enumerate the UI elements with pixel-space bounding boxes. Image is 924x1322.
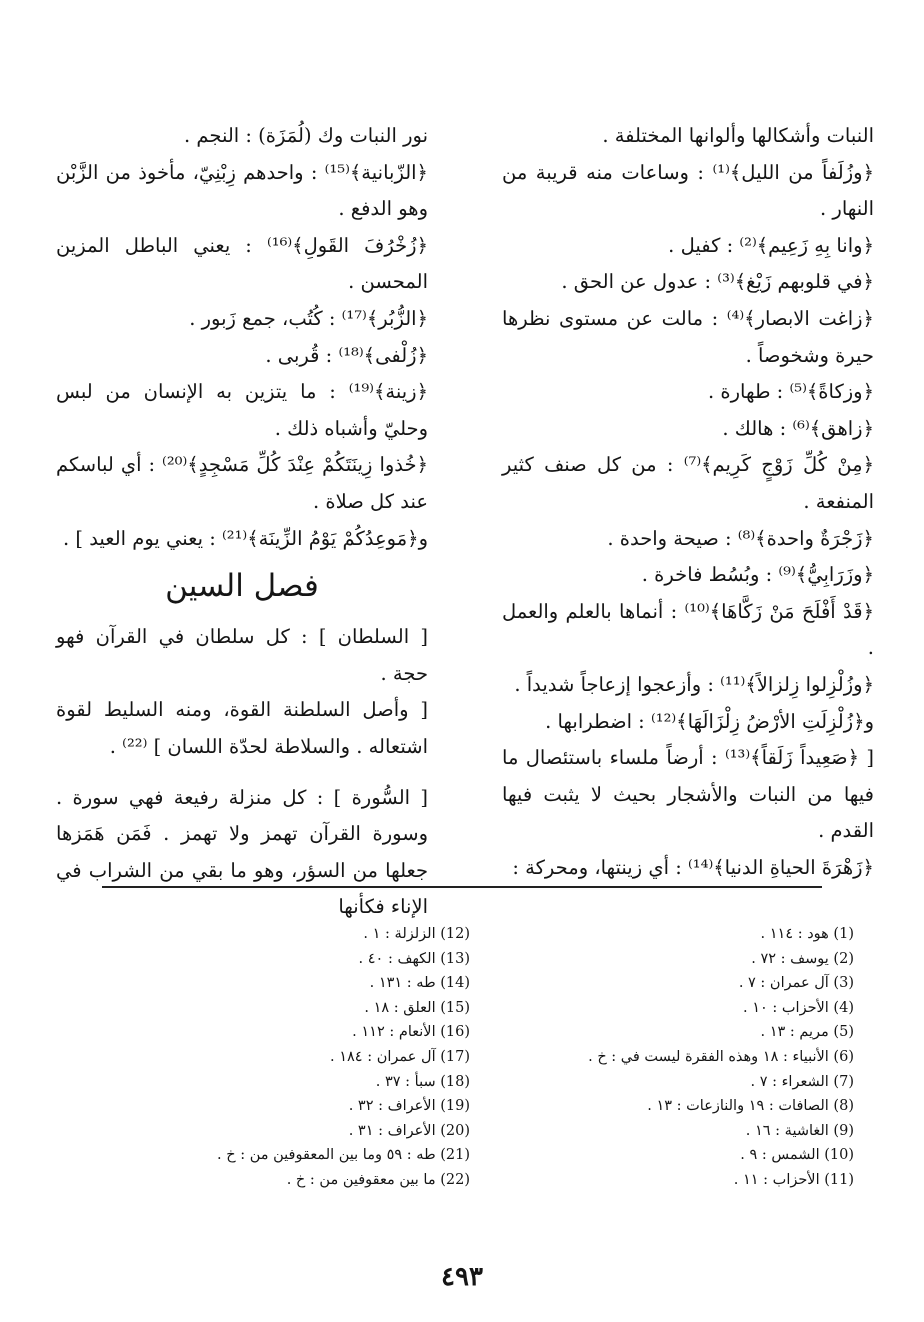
entry: [ وأصل السلطنة القوة، ومنه السليط لقوة اشتعاله . والسلاطة لحدّة اللسان ] ⁽²²⁾ . [56, 698, 428, 758]
entry: ﴿زُخْرُفَ القَولِ﴾⁽¹⁶⁾ : يعني الباطل المزين المحسن . [56, 233, 429, 294]
footnote: (7) الشعراء : ٧ . [750, 1073, 854, 1090]
footnote: (21) طه : ٥٩ وما بين المعقوفين من : خ . [217, 1147, 470, 1164]
entry: [ السُّورة ] : كل منزلة رفيعة فهي سورة . وسورة القرآن تهمز ولا تهمز . فَمَن هَمَزها جعلها من السؤر، وهو ما بقي من الشراب في الإناء فكأنها [56, 785, 428, 919]
footnote: (6) الأنبياء : ١٨ وهذه الفقرة ليست في : خ . [588, 1048, 854, 1065]
paragraph: نور النبات وك (لُمَزَة) : النجم . [183, 124, 428, 147]
left-text-column [56, 118, 428, 926]
footnote: (8) الصافات : ١٩ والنازعات : ١٣ . [647, 1098, 854, 1115]
section-heading: فصل السين [165, 568, 319, 605]
footnote: (12) الزلزلة : ١ . [363, 926, 470, 942]
page-number: ٤٩٣ [441, 1262, 483, 1292]
entry: [ السلطان ] : كل سلطان في القرآن فهو حجة . [56, 625, 428, 685]
entry: ﴿الزُّبُر﴾⁽¹⁷⁾ : كُتُب، جمع زَبور . [189, 306, 428, 330]
entry: ﴿وزكاةً﴾⁽⁵⁾ : طهارة . [708, 380, 874, 404]
footnote: (20) الأعراف : ٣١ . [348, 1122, 470, 1139]
paragraph: النبات وأشكالها وألوانها المختلفة . [602, 124, 874, 147]
footnote: (2) يوسف : ٧٢ . [751, 950, 854, 967]
footnote: (16) الأنعام : ١١٢ . [352, 1024, 470, 1041]
footnote: (22) ما بين معقوفين من : خ . [286, 1171, 470, 1188]
entry: ﴿زَجْرَةٌ واحدة﴾⁽⁸⁾ : صيحة واحدة . [607, 526, 874, 550]
right-text-column [502, 118, 874, 886]
entry: ﴿وانا بِهِ زَعِيم﴾⁽²⁾ : كفيل . [668, 233, 874, 257]
footnote: (1) هود : ١١٤ . [760, 926, 854, 942]
footnote: (11) الأحزاب : ١١ . [733, 1171, 854, 1188]
footnotes-right [494, 922, 854, 1193]
footnotes-left [110, 922, 470, 1193]
footnote: (13) الكهف : ٤٠ . [358, 950, 470, 967]
entry: و﴿زُلْزِلَتِ الأرْضُ زِلْزَالَهَا﴾⁽¹²⁾ : اضطرابها . [545, 709, 874, 733]
footnote: (19) الأعراف : ٣٢ . [348, 1098, 470, 1115]
footnote: (17) آل عمران : ١٨٤ . [330, 1048, 470, 1065]
footnote: (10) الشمس : ٩ . [740, 1147, 854, 1164]
footnote: (15) العلق : ١٨ . [364, 999, 470, 1016]
entry: ﴿زاغت الابصار﴾⁽⁴⁾ : مالت عن مستوى نظرها حيرة وشخوصاً . [502, 306, 874, 367]
entry: ﴿زَهْرَةَ الحياةِ الدنيا﴾⁽¹⁴⁾ : أي زينتها، ومحركة : [512, 855, 874, 879]
entry: ﴿وزُلْزِلوا زِلزالاً﴾⁽¹¹⁾ : وأزعجوا إزعاجاً شديداً . [514, 672, 874, 696]
entry: ﴿مِنْ كُلِّ زَوْجٍ كَرِيم﴾⁽⁷⁾ : من كل صنف كثير المنفعة . [502, 453, 874, 513]
footnote: (4) الأحزاب : ١٠ . [742, 999, 854, 1016]
entry: ﴿زُلْفى﴾⁽¹⁸⁾ : قُربى . [265, 343, 428, 367]
entry: ﴿زاهق﴾⁽⁶⁾ : هالك . [722, 416, 874, 440]
entry: ﴿وزَرَابِيُّ﴾⁽⁹⁾ : وبُسُط فاخرة . [641, 563, 874, 587]
entry: ﴿خُذوا زِينَتَكُمْ عِنْدَ كُلِّ مَسْجِدٍ﴾⁽²⁰⁾ : أي لباسكم عند كل صلاة . [56, 453, 428, 513]
footnote: (18) سبأ : ٣٧ . [375, 1073, 470, 1090]
entry: و﴿مَوعِدُكُمْ يَوْمُ الزِّينَة﴾⁽²¹⁾ : يعني يوم العيد ] . [62, 526, 428, 550]
entry: ﴿وزُلَفاً من الليل﴾⁽¹⁾ : وساعات منه قريبة من النهار . [502, 160, 875, 221]
footnote: (5) مريم : ١٣ . [760, 1024, 854, 1041]
entry: ﴿الزّبانية﴾⁽¹⁵⁾ : واحدهم زِبْنِيّ، مأخوذ من الزَّبْن وهو الدفع . [56, 160, 428, 221]
entry: ﴿قَدْ أَفْلَحَ مَنْ زَكَّاهَا﴾⁽¹⁰⁾ : أنماها بالعلم والعمل . [502, 599, 875, 660]
footnote: (14) طه : ١٣١ . [369, 975, 470, 992]
footnote: (9) الغاشية : ١٦ . [745, 1122, 854, 1139]
entry: ﴿في قلوبهم زَيْغ﴾⁽³⁾ : عدول عن الحق . [561, 270, 874, 294]
entry: ﴿زينة﴾⁽¹⁹⁾ : ما يتزين به الإنسان من لبس وحليّ وأشباه ذلك . [56, 380, 428, 440]
footnote: (3) آل عمران : ٧ . [738, 975, 854, 992]
entry: [ ﴿صَعِيداً زَلَقاً﴾⁽¹³⁾ : أرضاً ملساء باستئصال ما فيها من النبات والأشجار بحيث لا يثبت فيها القدم . [502, 746, 874, 843]
footnote-divider [102, 886, 822, 888]
